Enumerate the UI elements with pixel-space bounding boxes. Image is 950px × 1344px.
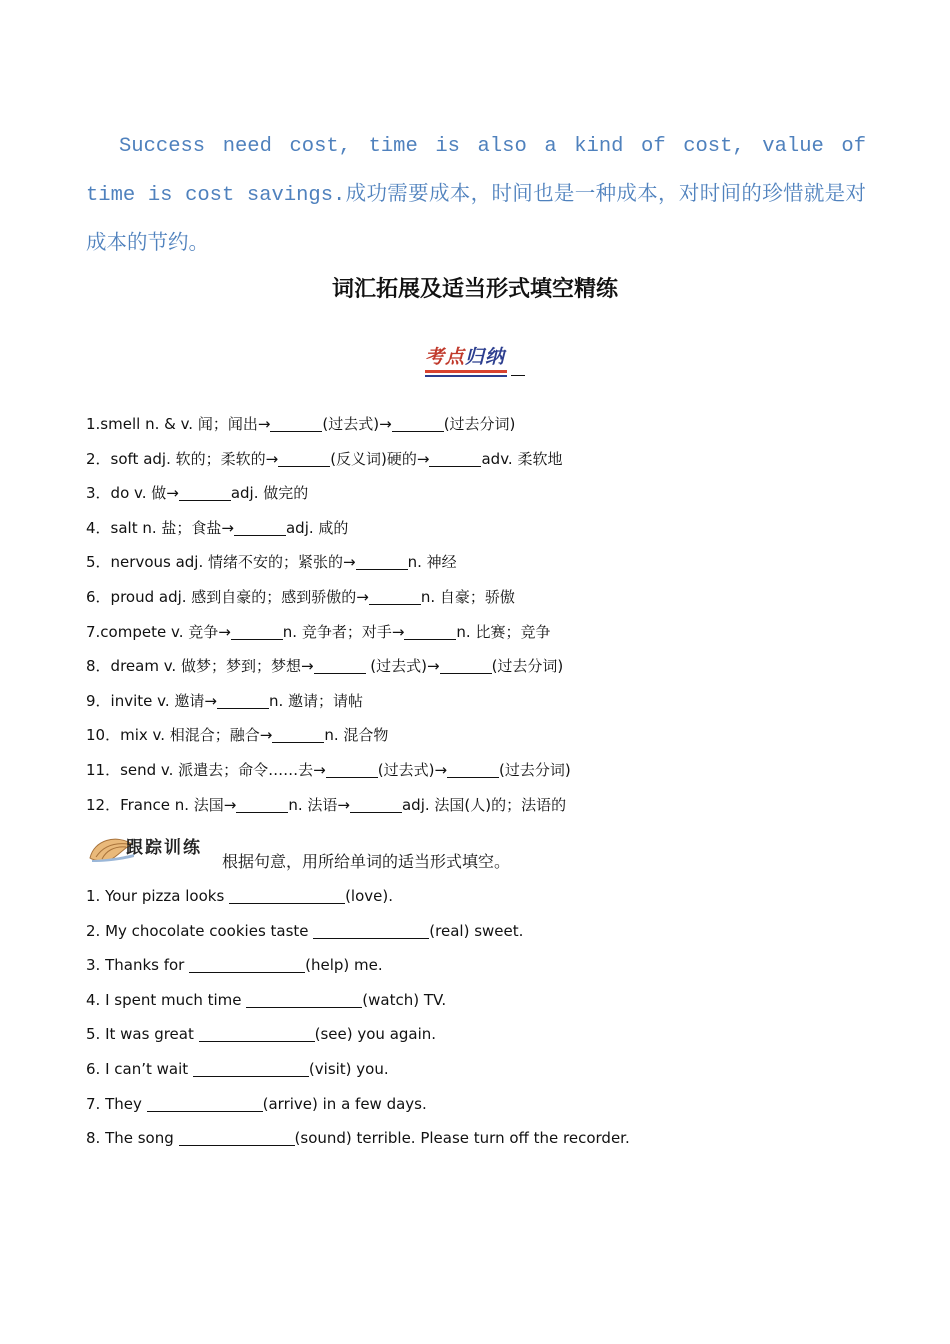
line-text: adj. 法国(人)的；法语的 [401, 795, 567, 814]
vocab-item [86, 482, 308, 503]
answer-blank[interactable] [236, 798, 288, 813]
answer-blank[interactable] [147, 1097, 263, 1112]
line-text: (反义词)硬的→ [330, 449, 430, 468]
answer-blank[interactable] [234, 521, 286, 536]
vocab-item [86, 586, 515, 607]
badge-underline-tail [511, 375, 525, 376]
answer-blank[interactable] [231, 625, 283, 640]
line-text: (过去式)→ [322, 415, 392, 433]
vocab-item [86, 724, 388, 745]
answer-blank[interactable] [369, 590, 421, 605]
exercise-item [86, 1025, 436, 1044]
exercise-instruction: 根据句意，用所给单词的适当形式填空。 [222, 852, 511, 871]
answer-blank[interactable] [326, 763, 378, 778]
badge-underline-red [425, 370, 507, 373]
line-text: n. 神经 [407, 553, 457, 572]
line-text: n. 混合物 [324, 726, 389, 745]
line-text: 5．nervous adj. 情绪不安的；紧张的→ [86, 553, 356, 572]
line-text: (sound) terrible. Please turn off the recorder. [294, 1129, 630, 1148]
vocab-item [86, 655, 563, 676]
answer-blank[interactable] [314, 659, 366, 674]
answer-blank[interactable] [429, 452, 481, 467]
line-text: (过去式)→ [365, 657, 440, 676]
answer-blank[interactable] [270, 417, 322, 432]
answer-blank[interactable] [179, 1131, 295, 1146]
exercise-item [86, 991, 446, 1010]
practice-label: 跟踪训练 [126, 838, 202, 858]
vocab-item [86, 413, 515, 434]
line-text: 2．soft adj. 软的；柔软的→ [86, 449, 279, 468]
exercise-item [86, 1060, 389, 1079]
practice-badge [88, 828, 224, 866]
line-text: 2. My chocolate cookies taste [86, 921, 314, 940]
line-text: 8. The song [86, 1129, 179, 1148]
line-text: 7. They [86, 1094, 147, 1113]
line-text: 11．send v. 派遣去；命令……去→ [86, 761, 326, 779]
line-text: n. 邀请；请帖 [268, 691, 364, 710]
line-text: (real) sweet. [429, 921, 524, 940]
motto-quote [86, 122, 866, 269]
answer-blank[interactable] [313, 924, 429, 939]
line-text: (help) me. [305, 956, 383, 975]
line-text: (love). [345, 887, 393, 905]
vocab-item [86, 759, 571, 780]
line-text: 4. I spent much time [86, 990, 247, 1009]
vocab-item [86, 690, 363, 711]
line-text: (过去分词) [491, 657, 564, 676]
exercise-item [86, 1129, 630, 1148]
line-text: 3．do v. 做→ [86, 484, 179, 503]
answer-blank[interactable] [447, 763, 499, 778]
line-text: n. 自豪；骄傲 [420, 588, 515, 606]
line-text: 6. I can’t wait [86, 1060, 193, 1078]
line-text: n. 竞争者；对手→ [282, 622, 405, 641]
line-text: 9．invite v. 邀请→ [86, 691, 217, 710]
answer-blank[interactable] [189, 958, 305, 973]
line-text: 1. Your pizza looks [86, 887, 230, 905]
line-text: (watch) TV. [362, 990, 447, 1009]
answer-blank[interactable] [229, 889, 345, 904]
line-text: n. 比赛；竞争 [456, 622, 551, 641]
vocab-item [86, 621, 550, 642]
line-text: (see) you again. [314, 1025, 437, 1044]
page-title: 词汇拓展及适当形式填空精练 [331, 277, 618, 302]
line-text: 10．mix v. 相混合；融合→ [86, 726, 273, 745]
vocab-item [86, 517, 348, 538]
line-text: 3. Thanks for [86, 956, 190, 975]
answer-blank[interactable] [246, 993, 362, 1008]
line-text: adv. 柔软地 [481, 449, 563, 468]
exercise-item [86, 922, 523, 941]
exercise-item [86, 887, 393, 906]
line-text: (过去分词) [443, 415, 516, 433]
line-text: (arrive) in a few days. [262, 1094, 427, 1113]
line-text: 4．salt n. 盐；食盐→ [86, 518, 234, 537]
line-text: 5. It was great [86, 1025, 199, 1044]
answer-blank[interactable] [199, 1027, 315, 1042]
motto-text: Success need cost, time is also a kind of cost, value of time is cost savings.成功需要成本，时间也是一种成本，对时间的珍惜就是对成本的节约。 [86, 135, 866, 256]
exercise-item [86, 1095, 427, 1114]
answer-blank[interactable] [179, 486, 231, 501]
answer-blank[interactable] [350, 798, 402, 813]
key-points-label: 考点归纳 [425, 346, 506, 368]
badge-underline-blue [425, 375, 507, 377]
line-text: adj. 做完的 [230, 484, 309, 503]
vocab-item [86, 794, 566, 815]
vocab-item [86, 448, 562, 469]
exercise-item [86, 956, 383, 975]
line-text: (过去式)→ [377, 761, 448, 779]
answer-blank[interactable] [193, 1062, 309, 1077]
line-text: n. 法语→ [288, 795, 350, 814]
answer-blank[interactable] [278, 452, 330, 467]
line-text: 7.compete v. 竞争→ [86, 622, 231, 641]
key-points-badge [423, 340, 527, 380]
answer-blank[interactable] [392, 417, 444, 432]
vocab-item [86, 551, 457, 572]
answer-blank[interactable] [272, 728, 324, 743]
line-text: 1.smell n. & v. 闻；闻出→ [86, 415, 271, 433]
line-text: 12．France n. 法国→ [86, 795, 237, 814]
line-text: (过去分词) [499, 761, 571, 779]
line-text: 6．proud adj. 感到自豪的；感到骄傲的→ [86, 588, 369, 606]
answer-blank[interactable] [217, 694, 269, 709]
line-text: adj. 咸的 [285, 518, 349, 537]
line-text: (visit) you. [308, 1060, 389, 1078]
answer-blank[interactable] [356, 555, 408, 570]
answer-blank[interactable] [404, 625, 456, 640]
answer-blank[interactable] [440, 659, 492, 674]
line-text: 8．dream v. 做梦；梦到；梦想→ [86, 657, 314, 676]
